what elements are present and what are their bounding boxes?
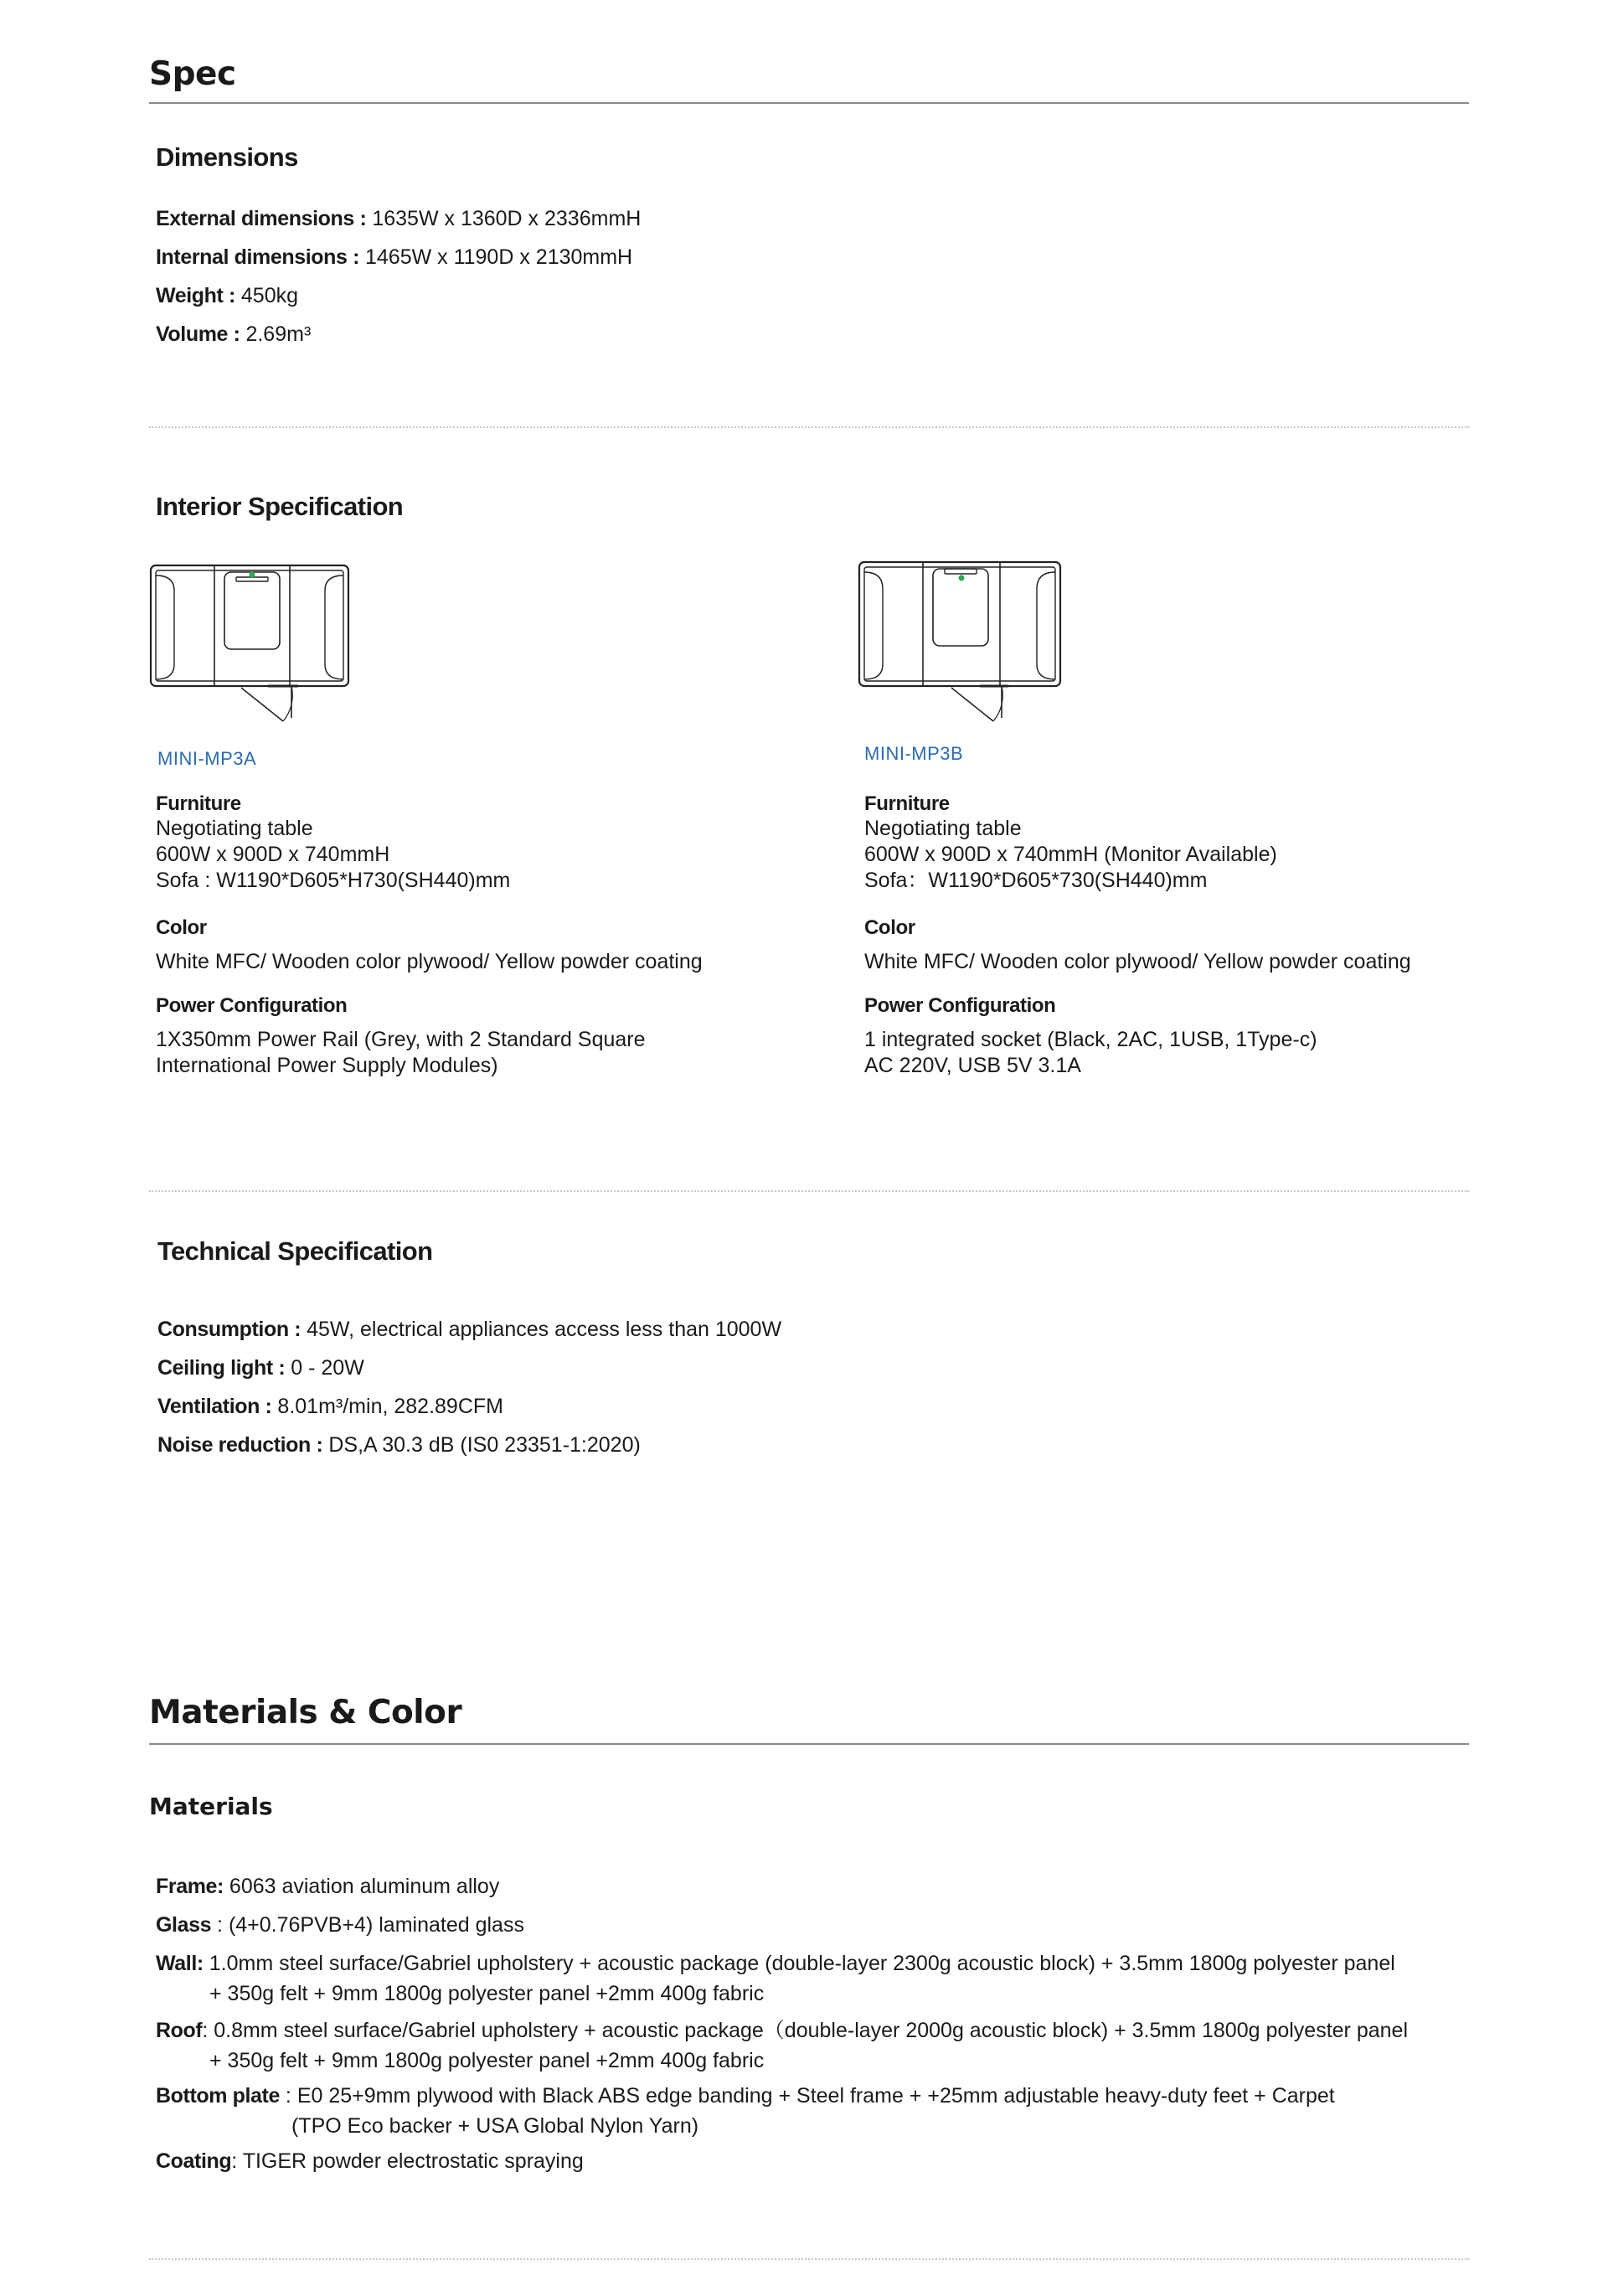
dimension-row-external: External dimensions : 1635W x 1360D x 2336mmH [156, 207, 642, 230]
power-value: 1 integrated socket (Black, 2AC, 1USB, 1Type-c) AC 220V, USB 5V 3.1A [864, 1028, 1317, 1077]
color-value: White MFC/ Wooden color plywood/ Yellow powder coating [864, 950, 1411, 973]
technical-list [157, 1310, 781, 1464]
materials-list [156, 1871, 1408, 2176]
dimension-row-weight: Weight : 450kg [156, 284, 298, 307]
interior-heading: Interior Specification [156, 492, 404, 521]
interior-column-mp3a [156, 792, 510, 894]
furniture-line: Negotiating table [864, 817, 1022, 840]
furniture-line: Negotiating table [156, 817, 313, 840]
materials-divider [149, 2258, 1469, 2260]
color-label: Color [156, 916, 207, 939]
model-name-mp3b: MINI-MP3B [864, 743, 964, 764]
material-row-wall: Wall: 1.0mm steel surface/Gabriel upholstery + acoustic package (double-layer 2300g acoustic block) + 3.5mm 1800g polyester panel + 350g felt + 9mm 1800g polyester panel +2mm 400g fabric [156, 1952, 1395, 2005]
technical-row-ventilation: Ventilation : 8.01m³/min, 282.89CFM [157, 1395, 503, 1418]
material-row-roof: Roof: 0.8mm steel surface/Gabriel upholstery + acoustic package（double-layer 2000g acoustic block) + 3.5mm 1800g polyester panel + 350g felt + 9mm 1800g polyester panel +2mm 400g fabric [156, 2019, 1409, 2072]
model-name-mp3a: MINI-MP3A [157, 748, 257, 769]
furniture-line: Sofa：W1190*D605*730(SH440)mm [864, 869, 1208, 892]
dimension-row-internal: Internal dimensions : 1465W x 1190D x 2130mmH [156, 245, 633, 269]
power-label: Power Configuration [864, 994, 1056, 1017]
technical-row-consumption: Consumption : 45W, electrical appliances access less than 1000W [157, 1318, 782, 1341]
power-value: 1X350mm Power Rail (Grey, with 2 Standard Square International Power Supply Modules) [156, 1028, 646, 1077]
dimensions-divider [149, 426, 1469, 428]
spec-title-rule [149, 102, 1469, 104]
material-row-glass: Glass : (4+0.76PVB+4) laminated glass [156, 1913, 524, 1937]
furniture-label: Furniture [864, 792, 950, 815]
dimensions-heading: Dimensions [156, 142, 298, 172]
furniture-line: Sofa : W1190*D605*H730(SH440)mm [156, 869, 511, 892]
interior-divider [149, 1190, 1469, 1192]
floorplan-mp3b-diagram [858, 557, 1067, 733]
floorplan-mp3a-diagram [149, 557, 358, 733]
technical-row-noise: Noise reduction : DS,A 30.3 dB (IS0 23351-1:2020) [157, 1433, 641, 1457]
material-row-bottom-plate: Bottom plate : E0 25+9mm plywood with Black ABS edge banding + Steel frame + +25mm adjustable heavy-duty feet + Carpet (TPO Eco backer + USA Global Nylon Yarn) [156, 2084, 1335, 2138]
material-row-frame: Frame: 6063 aviation aluminum alloy [156, 1875, 500, 1898]
technical-heading: Technical Specification [157, 1236, 433, 1266]
dimensions-list [156, 199, 641, 353]
materials-color-title: Materials & Color [149, 1694, 462, 1731]
materials-heading: Materials [149, 1793, 273, 1820]
material-row-coating: Coating: TIGER powder electrostatic spraying [156, 2149, 584, 2173]
interior-column-mp3b [864, 792, 1277, 894]
materials-color-rule [149, 1743, 1469, 1745]
dimension-row-volume: Volume : 2.69m³ [156, 322, 312, 346]
color-value: White MFC/ Wooden color plywood/ Yellow powder coating [156, 950, 703, 973]
furniture-label: Furniture [156, 792, 241, 815]
technical-row-ceiling-light: Ceiling light : 0 - 20W [157, 1356, 364, 1380]
color-label: Color [864, 916, 915, 939]
furniture-line: 600W x 900D x 740mmH (Monitor Available) [864, 843, 1277, 866]
spec-title: Spec [149, 55, 236, 93]
furniture-line: 600W x 900D x 740mmH [156, 843, 390, 866]
power-label: Power Configuration [156, 994, 348, 1017]
